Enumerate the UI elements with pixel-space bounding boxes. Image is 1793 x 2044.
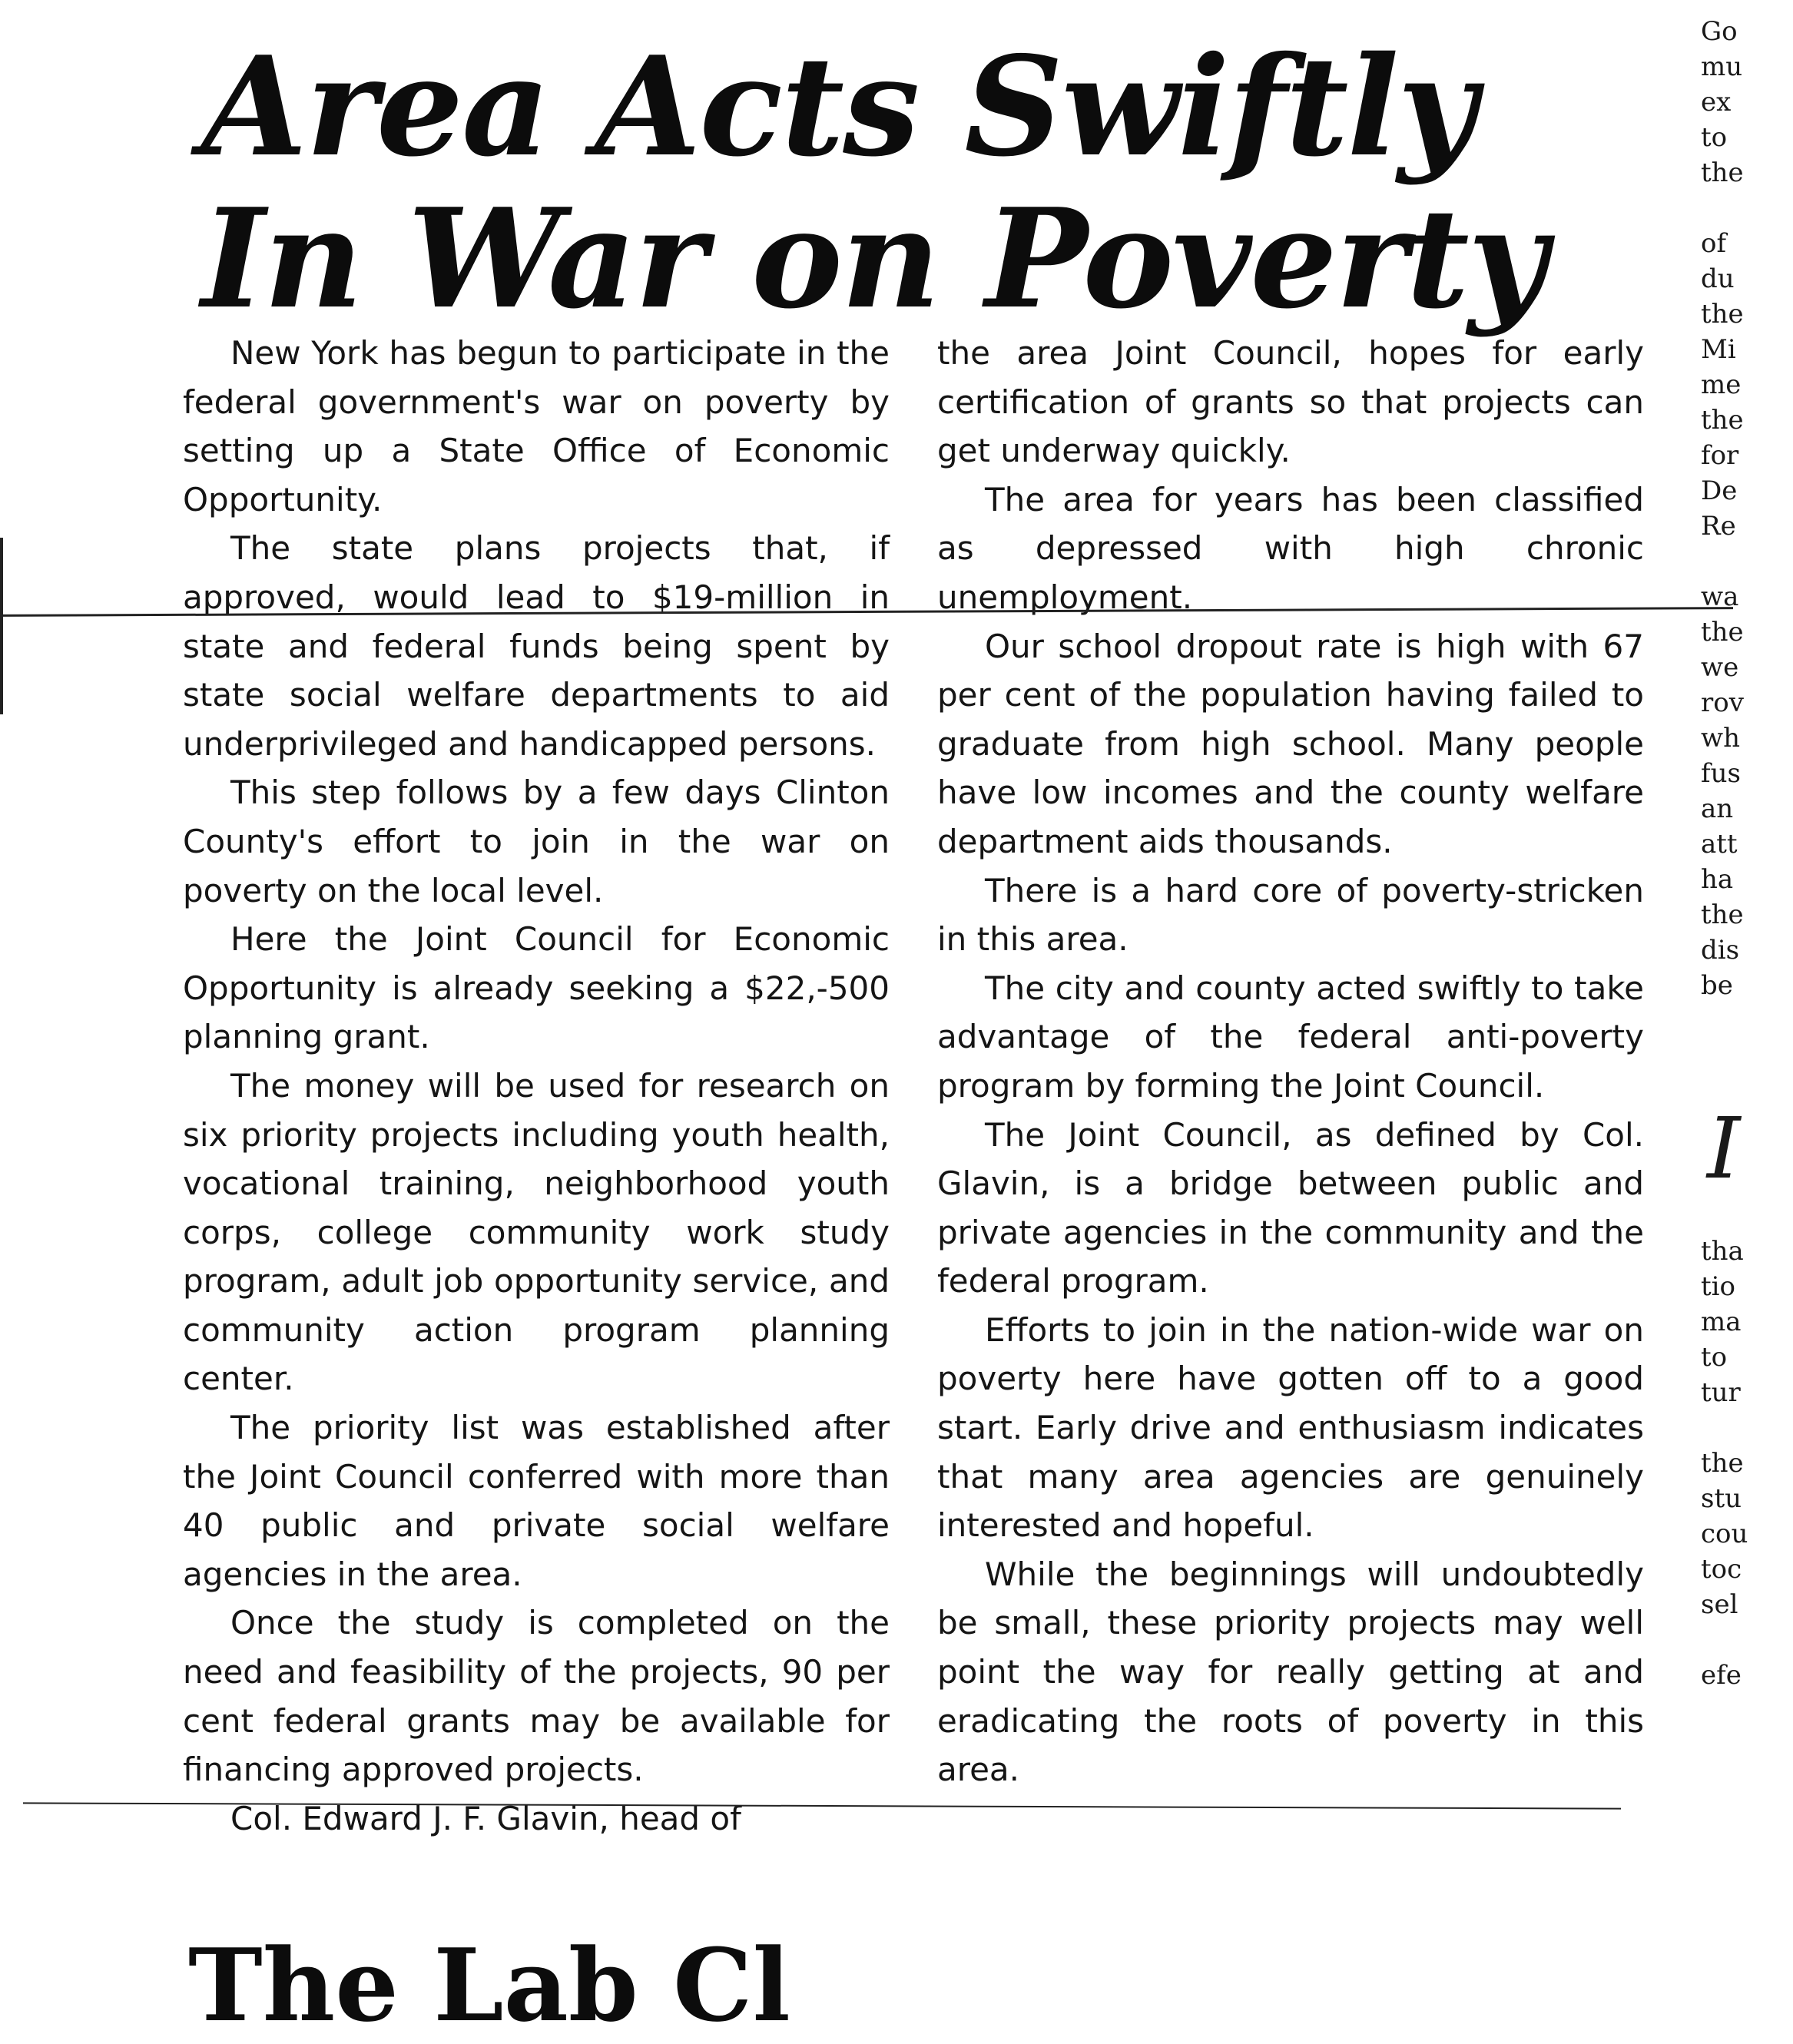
side-fragment-line: Mi	[1701, 334, 1736, 365]
side-fragment-line: the	[1701, 405, 1744, 436]
side-fragment-line: the	[1701, 617, 1744, 648]
side-fragment-line: mu	[1701, 51, 1743, 82]
left-paragraph: The state plans projects that, if approved, would lead to $19-million in state and federal funds being spent by state social welfare departments to aid underprivileged and handicapped persons.	[183, 529, 890, 763]
side-fragment-line: the	[1701, 299, 1744, 330]
left-paragraph: Here the Joint Council for Economic Opportunity is already seeking a $22,-500 planning grant.	[183, 920, 890, 1056]
side-fragment-line: tio	[1701, 1271, 1736, 1302]
left-paragraph: This step follows by a few days Clinton County's effort to join in the war on poverty on the local level.	[183, 774, 890, 909]
side-fragment-line: to	[1701, 122, 1728, 153]
middle-paragraph: The city and county acted swiftly to take advantage of the federal anti-poverty program by forming the Joint Council.	[937, 969, 1644, 1105]
side-fragment-line: cou	[1701, 1519, 1748, 1549]
side-fragment-bottom	[1701, 1198, 1748, 1691]
side-fragment-line: ma	[1701, 1307, 1742, 1337]
left-paragraph: Col. Edward J. F. Glavin, head of	[230, 1799, 741, 1837]
side-fragment-line	[1701, 544, 1744, 579]
side-fragment-line	[1701, 1622, 1748, 1658]
side-fragment-line: efe	[1701, 1660, 1742, 1691]
middle-paragraph: The Joint Council, as defined by Col. Glavin, is a bridge between public and private agencies in the community and the federal program.	[937, 1115, 1644, 1300]
side-fragment-line: the	[1701, 1448, 1744, 1479]
middle-column	[937, 329, 1644, 1794]
side-fragment-line: the	[1701, 157, 1744, 188]
middle-continuation: the area Joint Council, hopes for early certification of grants so that projects can get underway quickly.	[937, 334, 1644, 470]
side-fragment-line: we	[1701, 652, 1739, 683]
side-fragment-line: Go	[1701, 16, 1738, 47]
middle-paragraph: Our school dropout rate is high with 67 per cent of the population having failed to graduate from high school. Many people have low incomes and the county welfare department aids thousands.	[937, 627, 1644, 860]
headline-line-2: In War on Poverty	[201, 178, 1546, 339]
side-fragment-line	[1701, 1198, 1748, 1234]
side-fragment-line	[1701, 1410, 1748, 1446]
middle-paragraph: Efforts to join in the nation-wide war on poverty here have gotten off to a good start. Early drive and enthusiasm indicates that many area agencies are genuinely interested and hopeful.	[937, 1310, 1644, 1545]
left-paragraph: The priority list was established after the Joint Council conferred with more than 40 public and private social welfare agencies in the area.	[183, 1409, 890, 1593]
side-fragment-line: Re	[1701, 511, 1736, 542]
left-paragraph: New York has begun to participate in the federal government's war on poverty by setting up a State Office of Economic Opportunity.	[183, 334, 890, 518]
middle-paragraph: There is a hard core of poverty-stricken in this area.	[937, 871, 1644, 959]
side-fragment-line: tha	[1701, 1236, 1744, 1267]
side-fragment-line: of	[1701, 228, 1727, 259]
middle-paragraph: The area for years has been classified as depressed with high chronic unemployment.	[937, 480, 1644, 616]
side-fragment-line: sel	[1701, 1589, 1738, 1620]
side-fragment-line: ex	[1701, 87, 1732, 118]
side-fragment-line	[1701, 190, 1744, 226]
side-fragment-line: for	[1701, 440, 1739, 471]
side-fragment-line: du	[1701, 263, 1735, 294]
side-fragment-line: rov	[1701, 687, 1744, 718]
side-fragment-line: stu	[1701, 1483, 1742, 1514]
side-fragment-line: De	[1701, 475, 1738, 506]
left-paragraph: The money will be used for research on six priority projects including youth health, vocational training, neighborhood youth corps, college community work study program, adult job opportunity service, and community action program planning center.	[183, 1066, 890, 1398]
middle-paragraph: While the beginnings will undoubtedly be small, these priority projects may well point the way for really getting at and eradicating the roots of poverty in this area.	[937, 1555, 1644, 1789]
adjacent-column-fragment	[1701, 0, 1793, 1984]
side-fragment-line: be	[1701, 970, 1733, 1001]
headline-line-1: Area Acts Swiftly	[201, 26, 1476, 187]
article-headline	[201, 26, 1546, 339]
side-fragment-line: wh	[1701, 723, 1740, 754]
side-fragment-top	[1701, 14, 1744, 1001]
side-fragment-line: me	[1701, 369, 1742, 400]
side-fragment-line: att	[1701, 829, 1738, 860]
side-fragment-line: tur	[1701, 1377, 1741, 1408]
next-headline-fragment: The Lab Cl	[188, 1926, 790, 2044]
side-dropcap-fragment: I	[1707, 1099, 1741, 1198]
side-fragment-line: dis	[1701, 935, 1740, 966]
side-fragment-line: the	[1701, 899, 1744, 930]
clipping-edge	[0, 538, 3, 714]
side-fragment-line: fus	[1701, 758, 1741, 789]
side-fragment-line: toc	[1701, 1554, 1742, 1585]
side-fragment-line: wa	[1701, 581, 1739, 612]
left-paragraph: Once the study is completed on the need and feasibility of the projects, 90 per cent federal grants may be available for financing approved projects.	[183, 1604, 890, 1789]
side-fragment-line: an	[1701, 793, 1734, 824]
side-fragment-line: ha	[1701, 864, 1734, 895]
side-fragment-line: to	[1701, 1342, 1728, 1373]
left-column	[183, 329, 890, 1843]
